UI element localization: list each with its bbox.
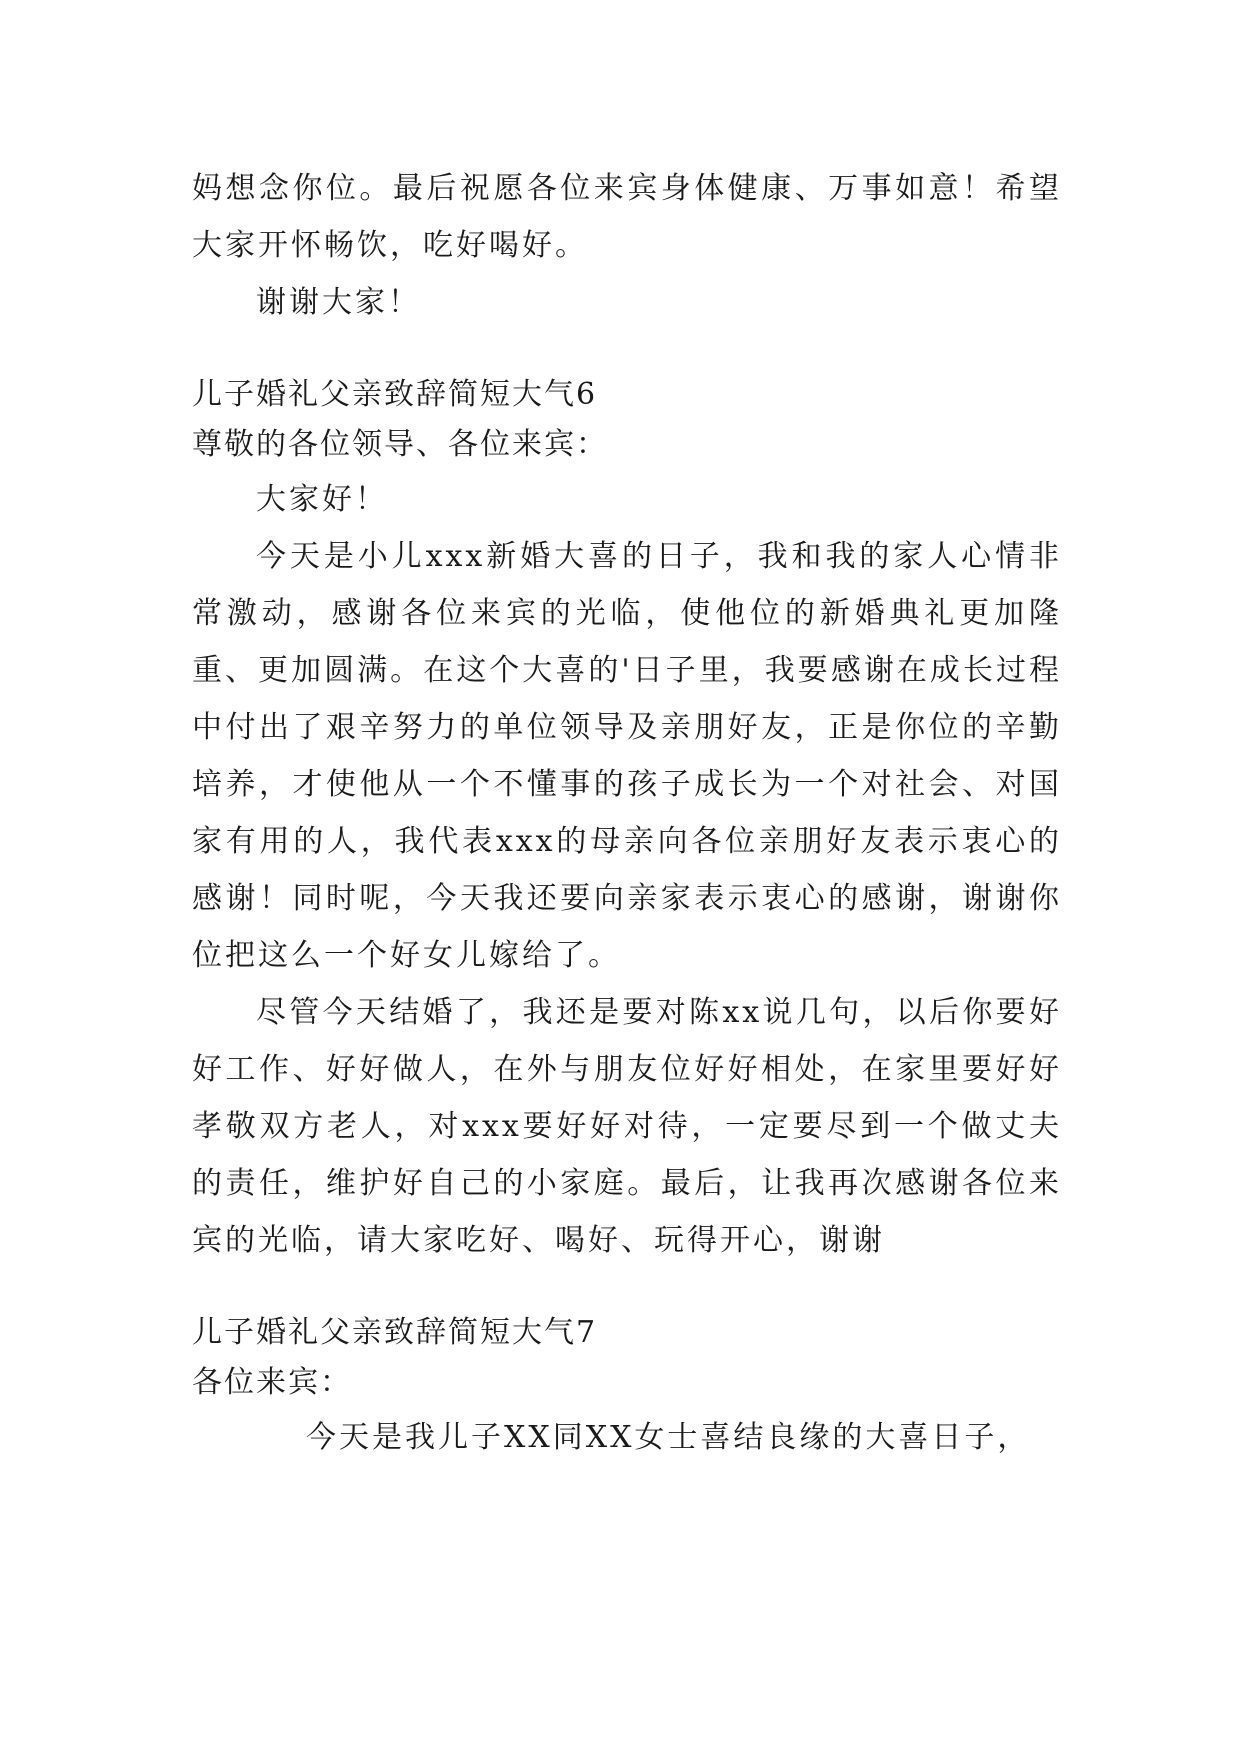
section-6-greeting: 大家好！ [256,482,388,517]
closing-paragraph: 妈想念你位。最后祝愿各位来宾身体健康、万事如意！希望大家开怀畅饮，吃好喝好。 [192,171,1062,263]
section-6-title: 儿子婚礼父亲致辞简短大气6 [192,377,598,412]
section-gap [192,331,1062,371]
section-7-salutation: 各位来宾： [192,1365,352,1400]
section-7-title: 儿子婚礼父亲致辞简短大气7 [192,1315,598,1350]
thanks-line: 谢谢大家！ [256,285,421,320]
section-7-paragraph-1: 今天是我儿子XX同XX女士喜结良缘的大喜日子， [306,1420,1031,1455]
section-6-paragraph-1: 今天是小儿xxx新婚大喜的日子，我和我的家人心情非常激动，感谢各位来宾的光临，使他位的新婚典礼更加隆重、更加圆满。在这个大喜的'日子里，我要感谢在成长过程中付出了艰辛努力的单位领导及亲朋好友，正是你位的辛勤培养，才使他从一个不懂事的孩子成长为一个对社会、对国家有用的人，我代表xxx的母亲向各位亲朋好友表示衷心的感谢！同时呢，今天我还要向亲家表示衷心的感谢，谢谢你位把这么一个好女儿嫁给了。 [192,539,1062,973]
document-body [192,160,1062,1466]
section-6-paragraph-2: 尽管今天结婚了，我还是要对陈xx说几句，以后你要好好工作、好好做人，在外与朋友位好好相处，在家里要好好孝敬双方老人，对xxx要好好对待，一定要尽到一个做丈夫的责任，维护好自己的小家庭。最后，让我再次感谢各位来宾的光临，请大家吃好、喝好、玩得开心，谢谢 [192,995,1062,1258]
section-gap [192,1269,1062,1309]
section-6-salutation: 尊敬的各位领导、各位来宾： [192,427,608,462]
